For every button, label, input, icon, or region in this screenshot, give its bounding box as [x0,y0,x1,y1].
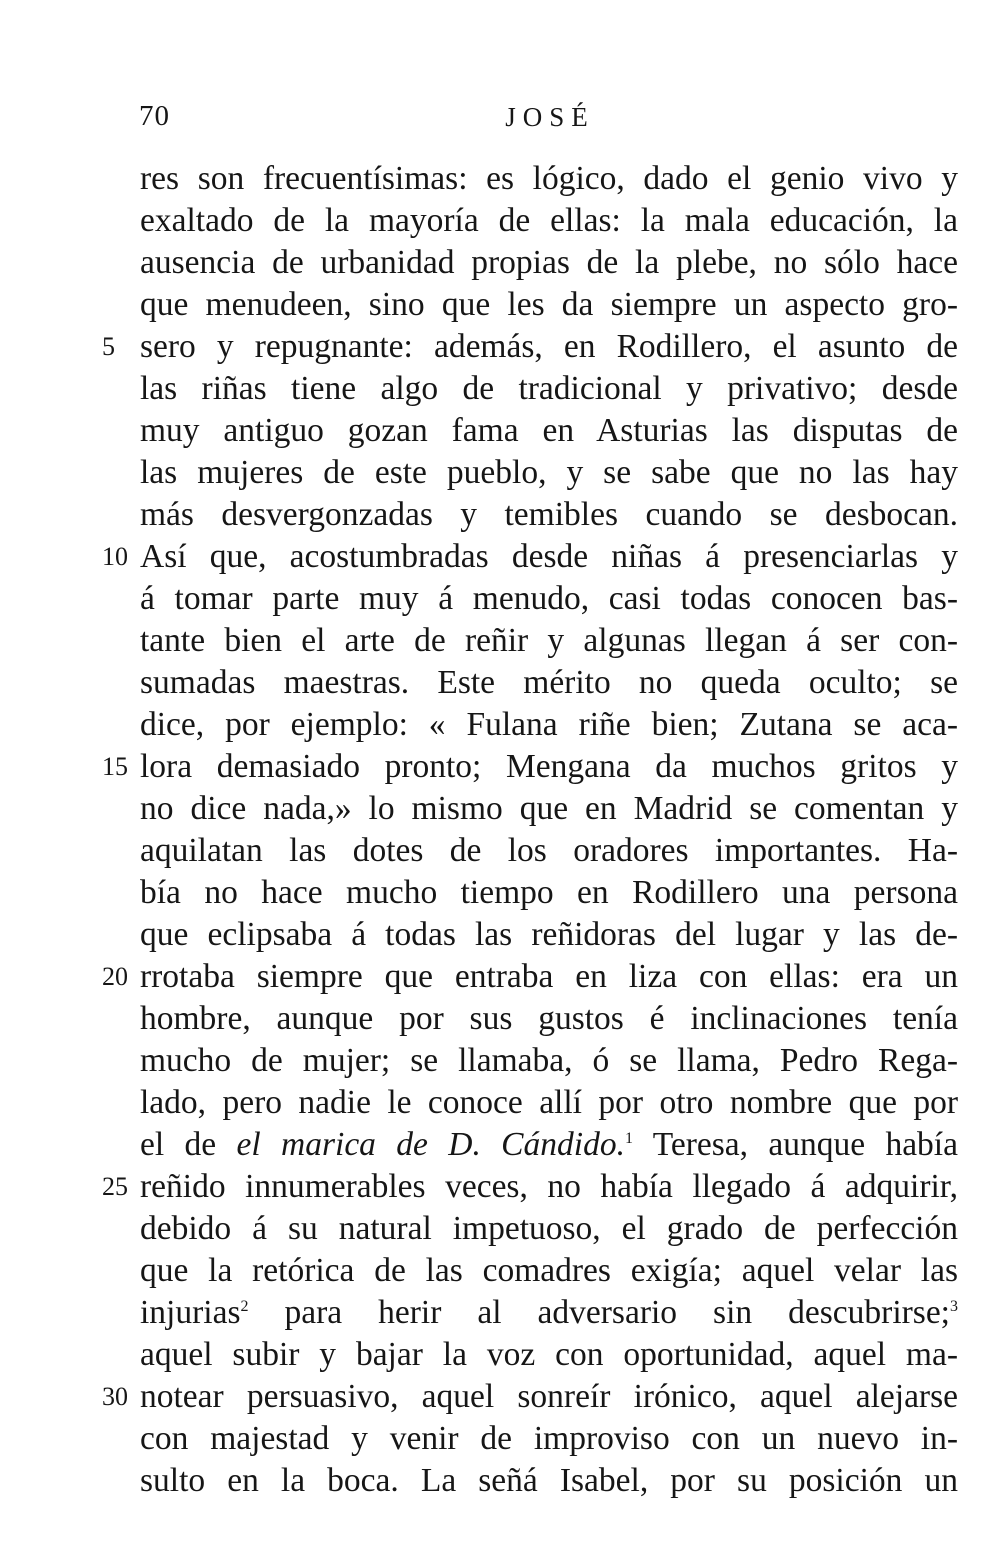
text-line: más desvergonzadas y temibles cuando se desbocan. [140,496,958,533]
text-line: sumadas maestras. Este mérito no queda oculto; se [140,664,958,701]
text-line: dice, por ejemplo: « Fulana riñe bien; Zutana se aca- [140,706,958,743]
running-title: JOSÉ [505,102,595,132]
text-line: rrotaba siempre que entraba en liza con ellas: era un [140,958,958,995]
text-segment: injurias [140,1294,241,1331]
text-line-with-footnotes [140,1292,958,1334]
text-line: las riñas tiene algo de tradicional y privativo; desde [140,370,958,407]
text-line: res son frecuentísimas: es lógico, dado el genio vivo y [140,160,958,197]
text-line: bía no hace mucho tiempo en Rodillero una persona [140,874,958,911]
text-line: muy antiguo gozan fama en Asturias las disputas de [140,412,958,449]
text-line: lora demasiado pronto; Mengana da muchos gritos y [140,748,958,785]
text-line: aquilatan las dotes de los oradores importantes. Ha- [140,832,958,869]
text-line: Así que, acostumbradas desde niñas á presenciarlas y [140,538,958,575]
footnote-ref: 2 [240,1298,249,1315]
italic-name: el marica de D. Cándido. [236,1126,625,1163]
line-number: 5 [102,332,115,361]
text-line: sero y repugnante: además, en Rodillero, el asunto de [140,328,958,365]
page-number: 70 [139,100,170,132]
text-segment: el de [140,1126,237,1163]
footnote-ref: 1 [624,1130,633,1147]
text-line: reñido innumerables veces, no había llegado á adquirir, [140,1168,958,1205]
text-segment: para herir al adversario sin descubrirse; [248,1294,950,1331]
line-number: 10 [102,542,128,571]
footnote-ref: 3 [950,1298,958,1315]
text-line-with-italic [140,1124,958,1166]
text-segment: Teresa, aunque había [652,1126,958,1163]
text-line: hombre, aunque por sus gustos é inclinaciones tenía [140,1000,958,1037]
text-line: que eclipsaba á todas las reñidoras del lugar y las de- [140,916,958,953]
text-line: mucho de mujer; se llamaba, ó se llama, Pedro Rega- [140,1042,958,1079]
text-line: debido á su natural impetuoso, el grado de perfección [140,1210,958,1247]
text-line: las mujeres de este pueblo, y se sabe que no las hay [140,454,958,491]
text-line: tante bien el arte de reñir y algunas llegan á ser con- [140,622,958,659]
line-number: 15 [102,752,128,781]
text-line: exaltado de la mayoría de ellas: la mala educación, la [140,202,958,239]
text-line: notear persuasivo, aquel sonreír irónico, aquel alejarse [140,1378,958,1415]
text-line: que menudeen, sino que les da siempre un aspecto gro- [140,286,958,323]
text-line: con majestad y venir de improviso con un nuevo in- [140,1420,958,1457]
text-line: ausencia de urbanidad propias de la plebe, no sólo hace [140,244,958,281]
line-number: 25 [102,1172,128,1201]
text-line: á tomar parte muy á menudo, casi todas conocen bas- [140,580,958,617]
text-line: que la retórica de las comadres exigía; aquel velar las [140,1252,958,1289]
text-line: aquel subir y bajar la voz con oportunidad, aquel ma- [140,1336,958,1373]
text-line: lado, pero nadie le conoce allí por otro nombre que por [140,1084,958,1121]
line-number: 20 [102,962,128,991]
text-line: no dice nada,» lo mismo que en Madrid se comentan y [140,790,958,827]
text-line: sulto en la boca. La señá Isabel, por su posición un [140,1462,958,1499]
body-text [140,158,958,1502]
line-number: 30 [102,1382,128,1411]
